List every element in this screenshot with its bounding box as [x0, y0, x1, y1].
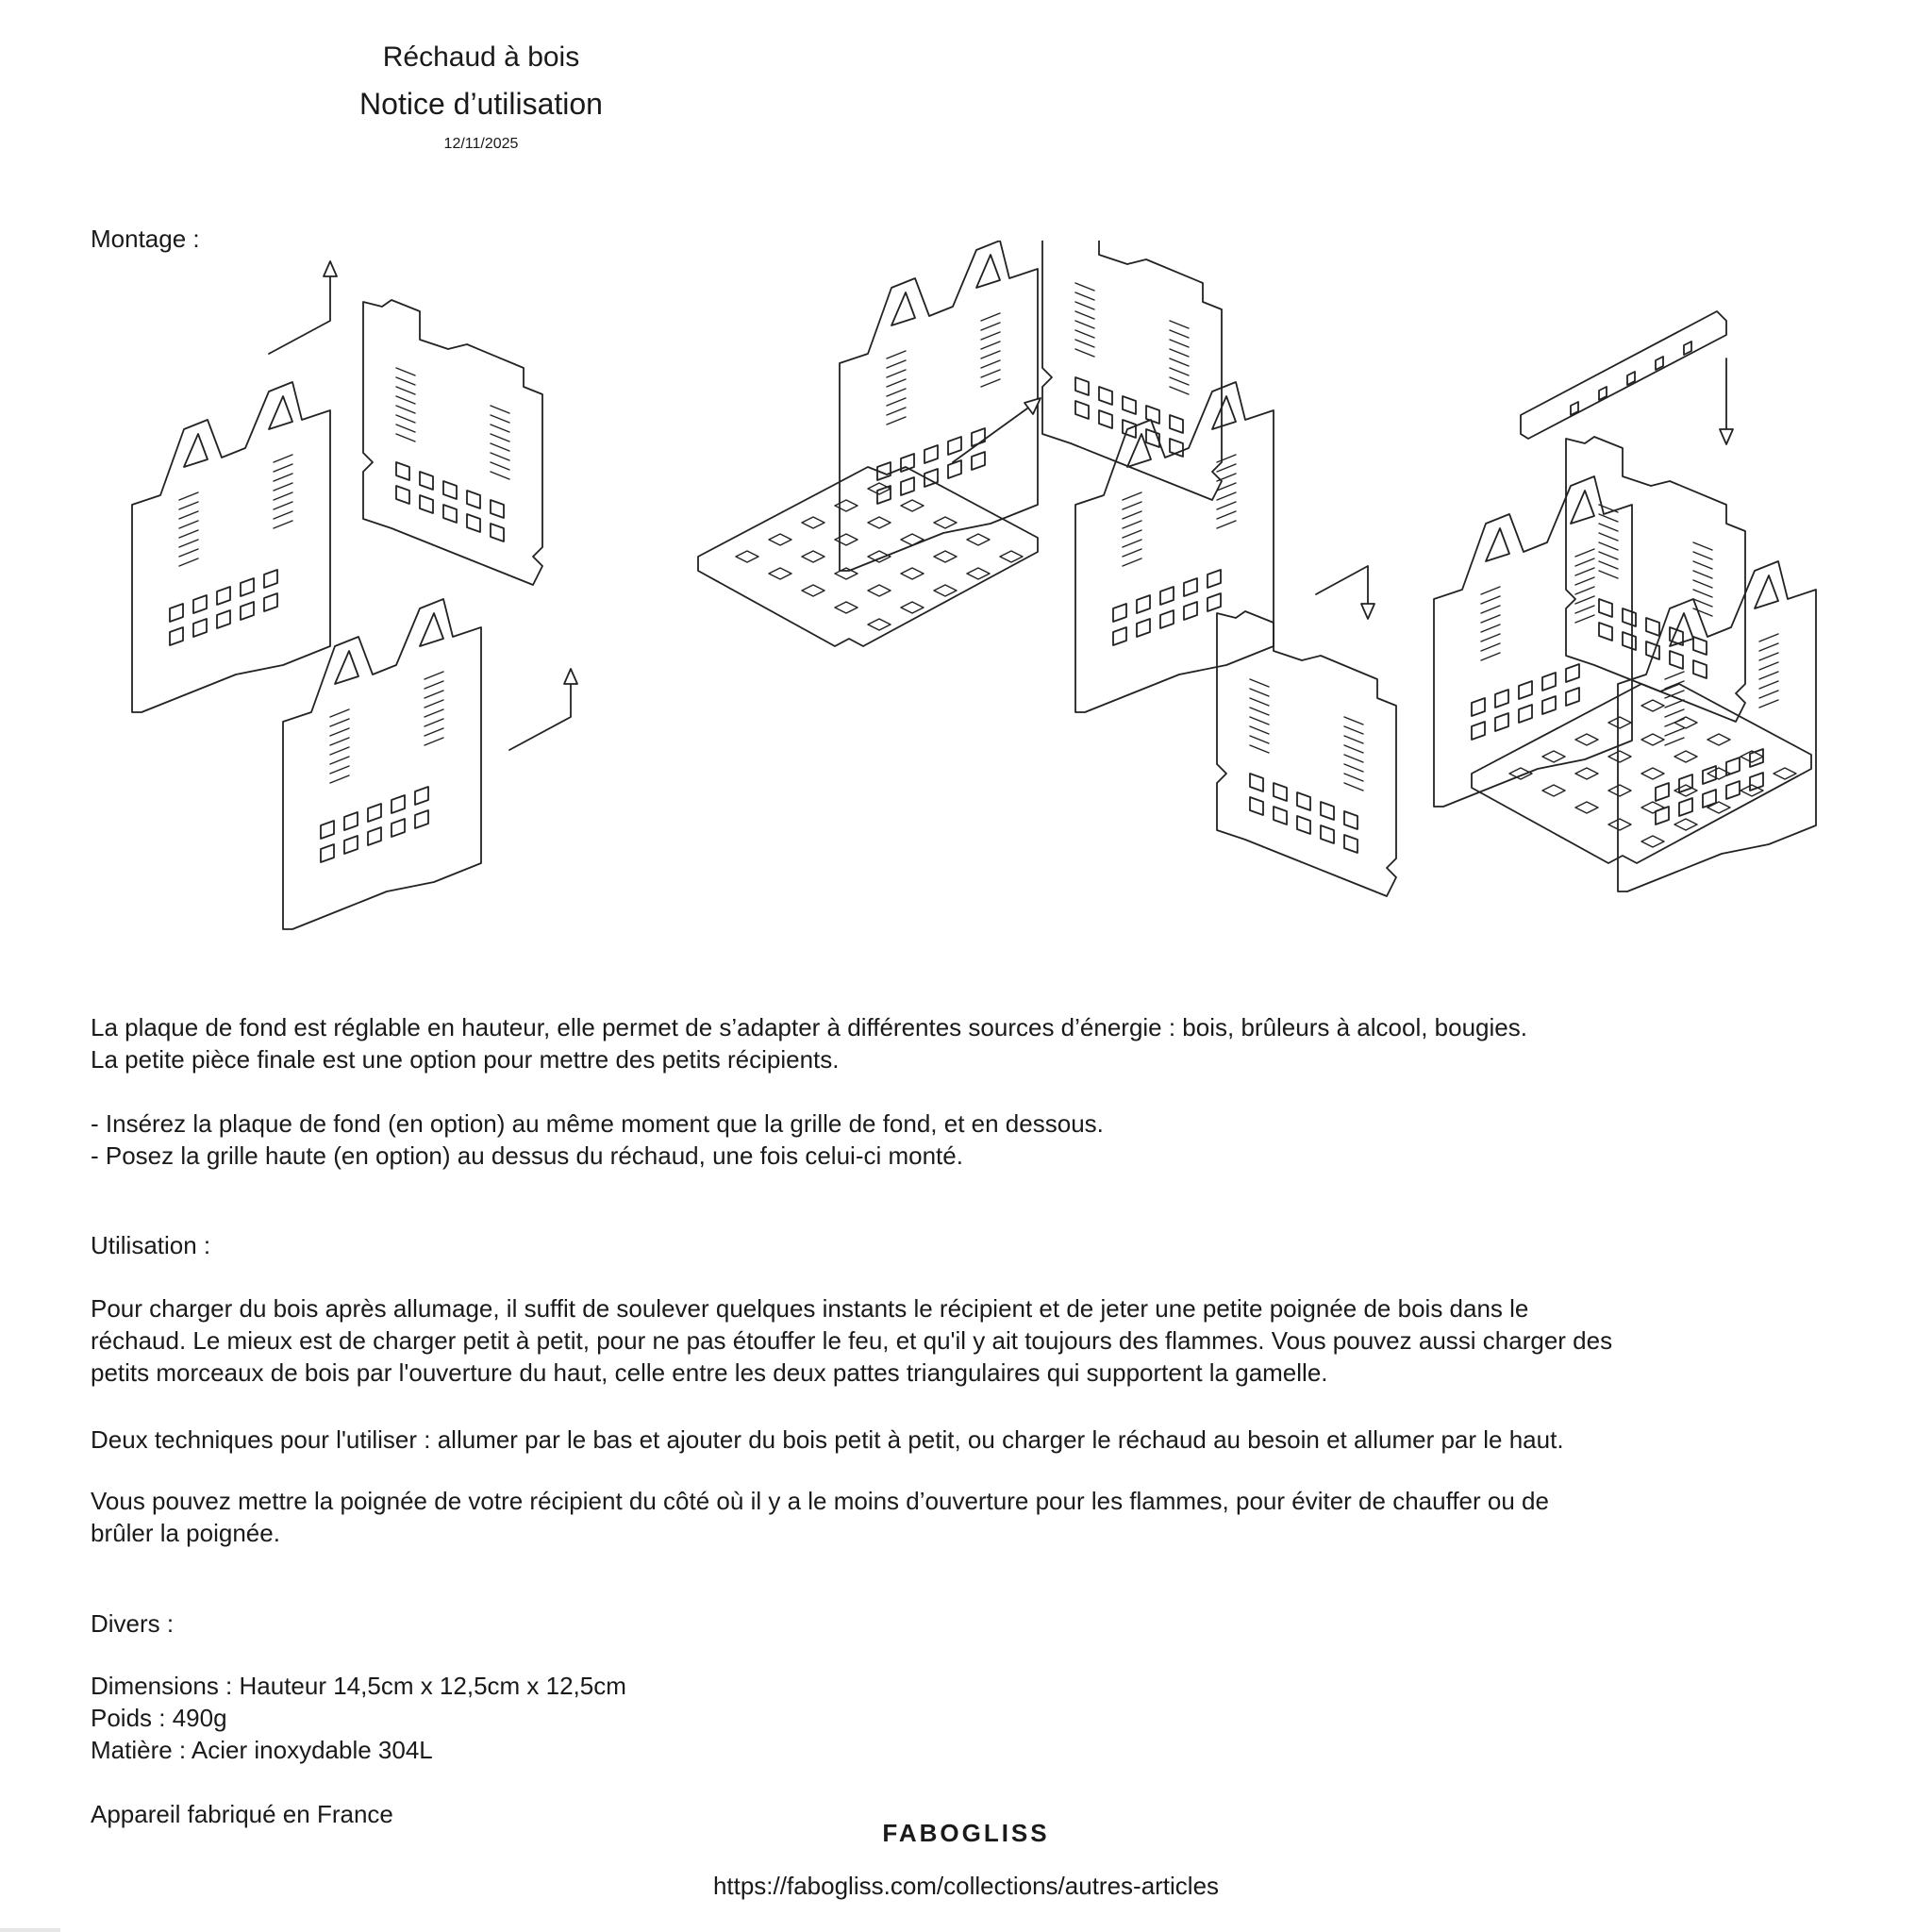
- assembly-step-1: [132, 261, 577, 929]
- paragraph-line: brûler la poignée.: [91, 1519, 280, 1547]
- wall-panel-triangle: [283, 599, 481, 929]
- paragraph-line: Vous pouvez mettre la poignée de votre récipient du côté où il y a le moins d’ouverture pour les flammes, pour éviter de chauffer ou de: [91, 1487, 1549, 1515]
- spec-dimensions: Dimensions : Hauteur 14,5cm x 12,5cm x 12,5cm: [91, 1672, 626, 1700]
- info-bullet: - Posez la grille haute (en option) au dessus du réchaud, une fois celui-ci monté.: [91, 1141, 963, 1170]
- wall-panel-triangle: [132, 382, 330, 712]
- assembly-step-3: [1217, 311, 1816, 896]
- info-section: [91, 1011, 1864, 1172]
- arrow-up-icon: [509, 670, 571, 750]
- top-rail: [1521, 311, 1726, 439]
- spec-material: Matière : Acier inoxydable 304L: [91, 1736, 433, 1764]
- utilisation-techniques: [91, 1424, 1864, 1456]
- spec-weight: Poids : 490g: [91, 1704, 227, 1732]
- info-line: La petite pièce finale est une option pour mettre des petits récipients.: [91, 1045, 840, 1074]
- arrow-up-icon: [269, 264, 330, 354]
- document-subtitle: Notice d’utilisation: [359, 87, 603, 121]
- grid-plate: [698, 467, 1038, 646]
- document-date: 12/11/2025: [443, 136, 519, 152]
- utilisation-heading: Utilisation :: [91, 1231, 211, 1259]
- wall-panel-flat: [1217, 611, 1396, 896]
- specs-list: [91, 1670, 1864, 1766]
- info-line: La plaque de fond est réglable en hauteur, elle permet de s’adapter à différentes sources d’énergie : bois, brûleurs à alcool, bougies.: [91, 1013, 1527, 1041]
- assembly-diagram: [113, 241, 1830, 958]
- paragraph-line: réchaud. Le mieux est de charger petit à petit, pour ne pas étouffer le feu, et qu'il y ait toujours des flammes. Vous pouvez aussi charger des: [91, 1326, 1613, 1355]
- paragraph-line: Deux techniques pour l'utiliser : allumer par le bas et ajouter du bois petit à petit, ou charger le réchaud au besoin et allumer par le haut.: [91, 1425, 1564, 1454]
- wall-panel-flat: [363, 300, 542, 585]
- brand-logo: FABOGLISS: [882, 1819, 1050, 1847]
- page-edge: [0, 1928, 60, 1932]
- montage-heading: Montage :: [91, 225, 200, 253]
- website-link[interactable]: https://fabogliss.com/collections/autres-articles: [712, 1872, 1220, 1900]
- utilisation-handle-tip: [91, 1485, 1864, 1549]
- wall-panel-flat: [1042, 241, 1222, 500]
- document-title: Réchaud à bois: [382, 42, 580, 73]
- paragraph-line: Pour charger du bois après allumage, il suffit de soulever quelques instants le récipient et de jeter une petite poignée de bois dans le: [91, 1294, 1529, 1323]
- paragraph-line: petits morceaux de bois par l'ouverture du haut, celle entre les deux pattes triangulaires qui supportent la gamelle.: [91, 1358, 1328, 1387]
- wall-panel-triangle: [1618, 561, 1816, 891]
- arrow-down-icon: [1316, 566, 1368, 618]
- assembly-step-2: [698, 241, 1274, 712]
- arrow-up-right-icon: [953, 401, 1038, 462]
- utilisation-paragraph: [91, 1292, 1864, 1389]
- info-bullet: - Insérez la plaque de fond (en option) au même moment que la grille de fond, et en dessous.: [91, 1109, 1104, 1138]
- spec-origin: Appareil fabriqué en France: [91, 1800, 393, 1828]
- divers-heading: Divers :: [91, 1609, 175, 1638]
- wall-panel-flat: [1566, 437, 1745, 722]
- wall-panel-triangle: [1434, 476, 1632, 807]
- wall-panel-triangle: [1075, 382, 1274, 712]
